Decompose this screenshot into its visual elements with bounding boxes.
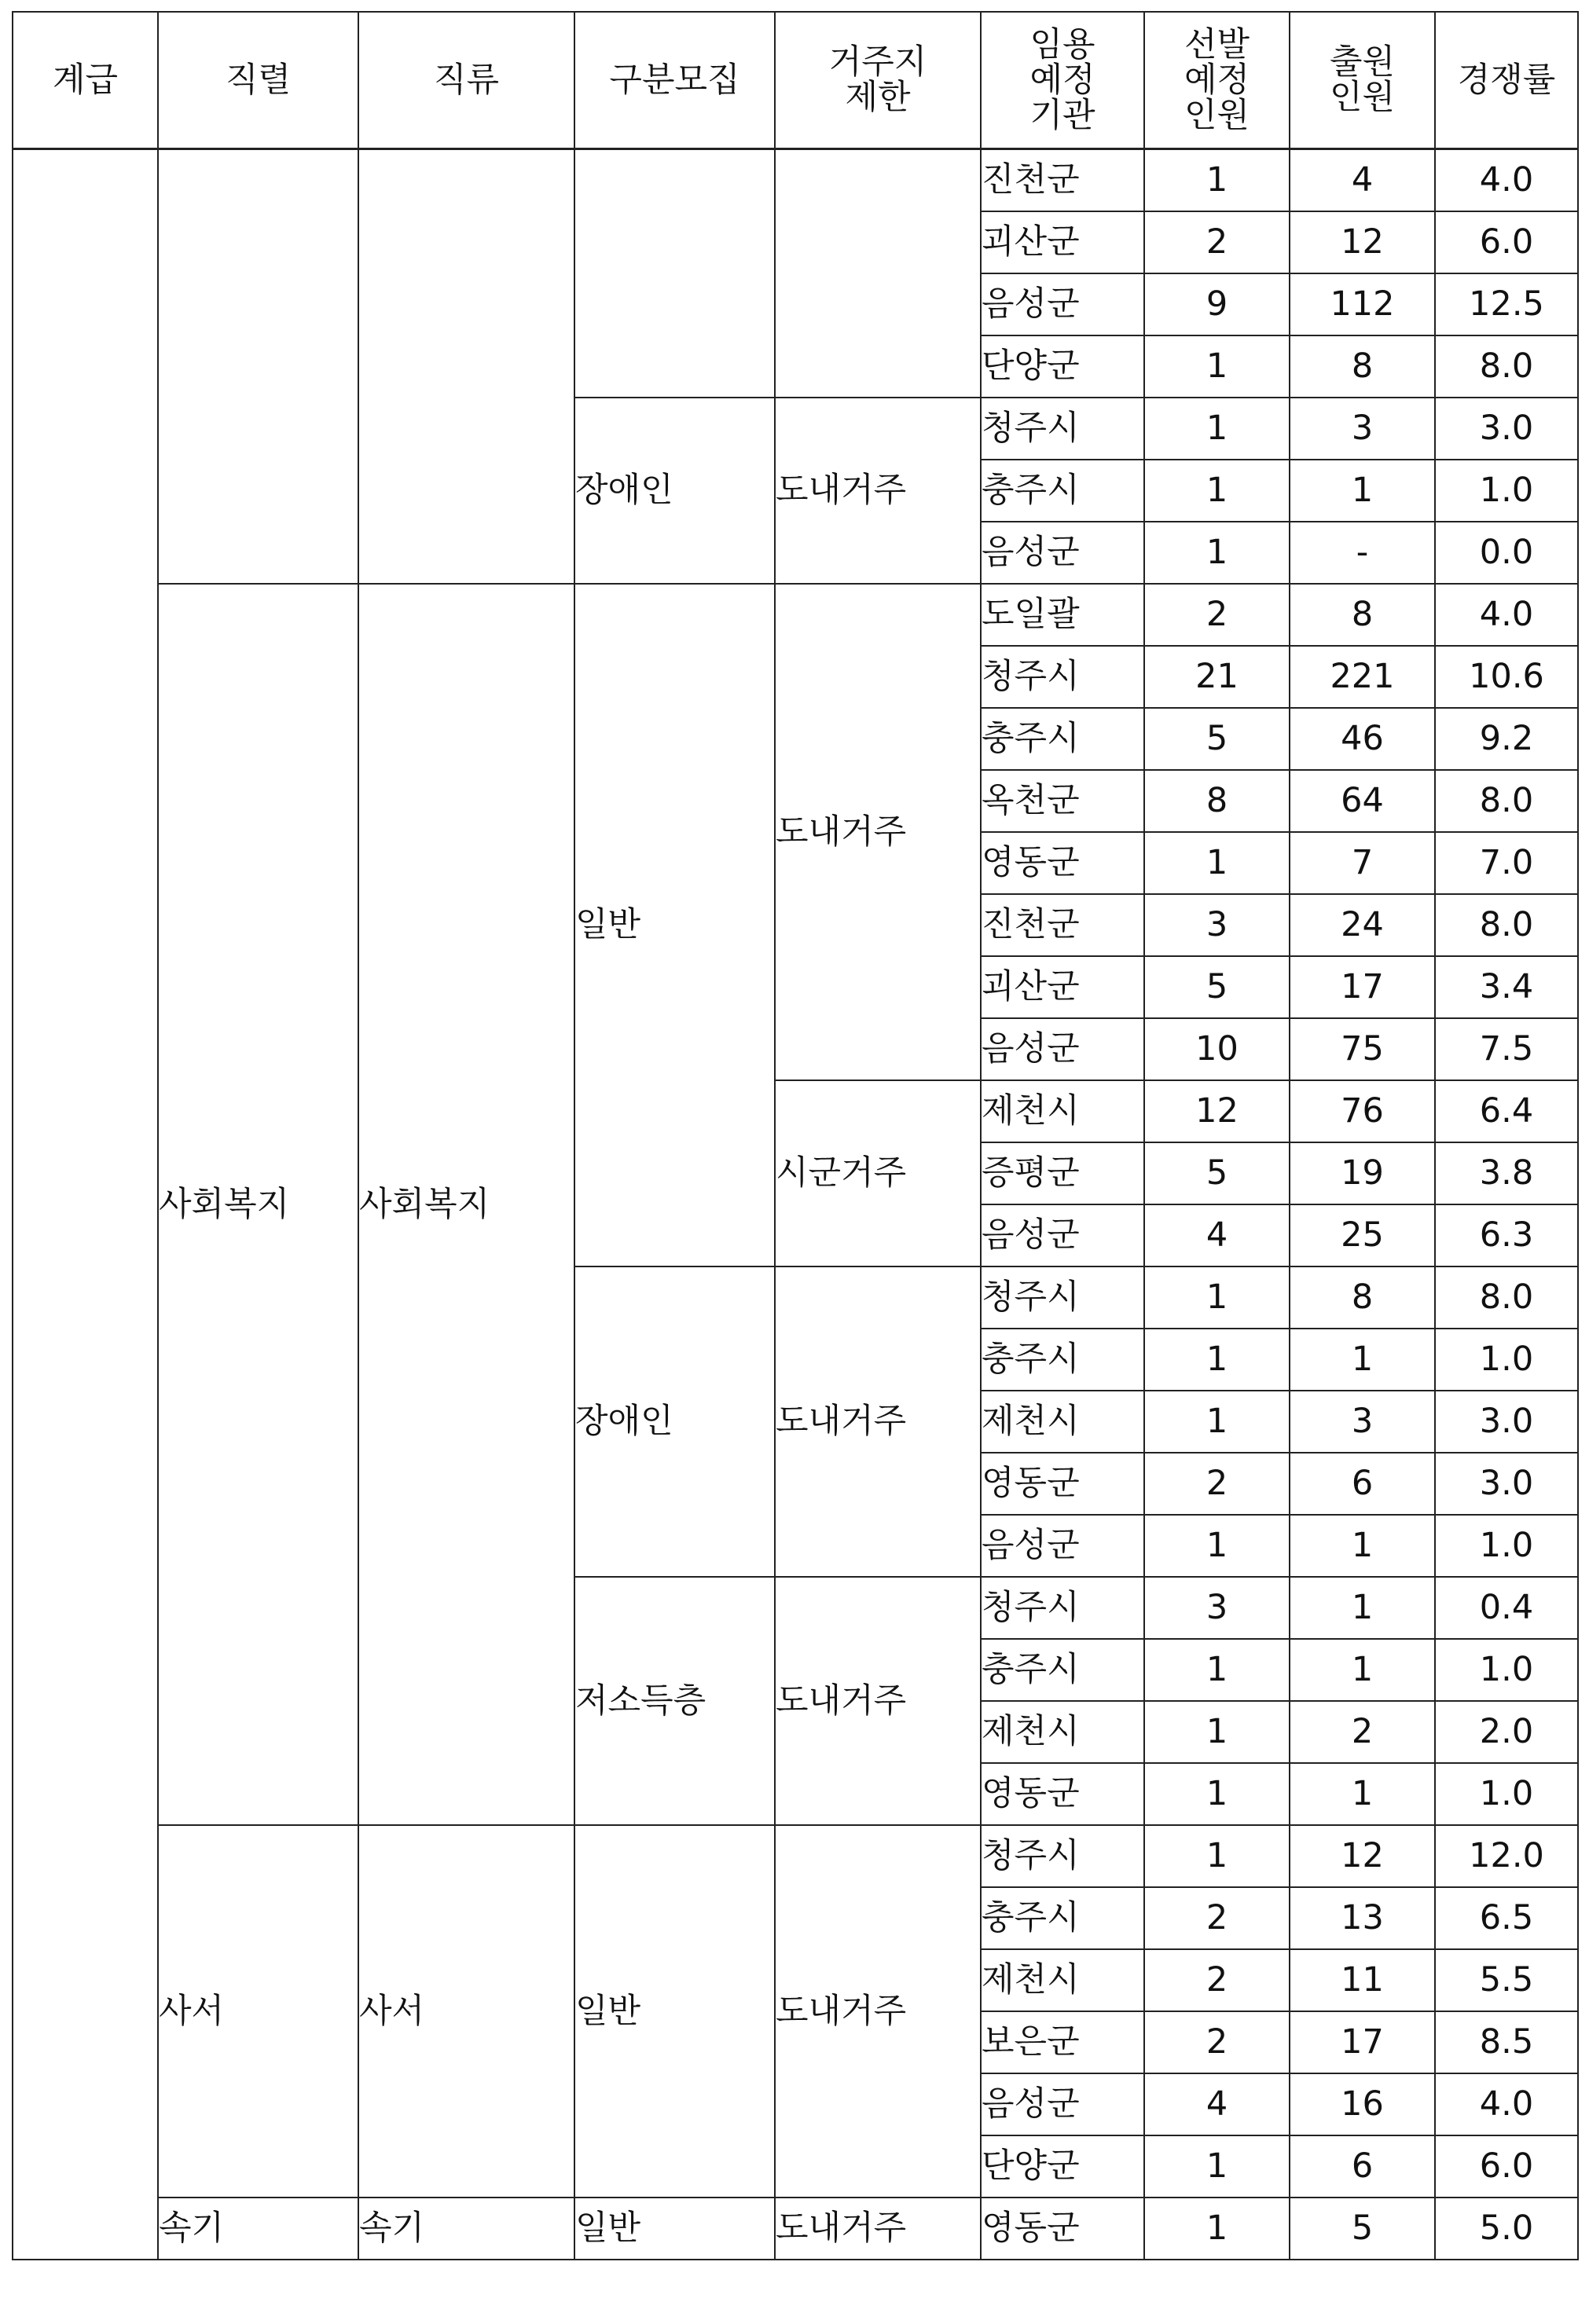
planned-count-cell: 5 xyxy=(1144,708,1290,770)
recruit-type-cell: 일반 xyxy=(574,2198,775,2260)
header-residence-line: 거주지 xyxy=(828,42,927,82)
applicant-count-cell: 76 xyxy=(1290,1080,1435,1142)
agency-cell: 음성군 xyxy=(981,522,1144,584)
competition-ratio-cell: 1.0 xyxy=(1435,460,1578,522)
agency-cell: 음성군 xyxy=(981,2073,1144,2135)
planned-count-cell: 1 xyxy=(1144,1763,1290,1825)
competition-ratio-cell: 9.2 xyxy=(1435,708,1578,770)
competition-ratio-cell: 10.6 xyxy=(1435,646,1578,708)
residence-cell: 도내거주 xyxy=(775,1825,981,2198)
applicant-count-cell: 6 xyxy=(1290,2135,1435,2198)
applicant-count-cell: 7 xyxy=(1290,832,1435,894)
table-body xyxy=(13,149,1578,2260)
class-cell: 사회복지 xyxy=(358,584,574,1825)
series-cell: 속기 xyxy=(158,2198,358,2260)
competition-ratio-cell: 6.0 xyxy=(1435,2135,1578,2198)
applicant-count-cell: 11 xyxy=(1290,1949,1435,2011)
applicant-count-cell: 1 xyxy=(1290,1515,1435,1577)
recruit-type-cell: 저소득층 xyxy=(574,1577,775,1825)
planned-count-cell: 3 xyxy=(1144,1577,1290,1639)
header-planned-line: 인원 xyxy=(1183,95,1250,135)
applicant-count-cell: 24 xyxy=(1290,894,1435,956)
header-ratio: 경쟁률 xyxy=(1435,12,1578,149)
header-residence-line: 제한 xyxy=(845,78,911,117)
residence-cell: 도내거주 xyxy=(775,398,981,584)
competition-ratio-cell: 7.5 xyxy=(1435,1018,1578,1080)
header-planned-line: 선발 xyxy=(1183,24,1250,64)
planned-count-cell: 1 xyxy=(1144,1266,1290,1329)
header-applicants-line: 인원 xyxy=(1329,78,1396,117)
competition-ratio-cell: 3.0 xyxy=(1435,398,1578,460)
planned-count-cell: 1 xyxy=(1144,1639,1290,1701)
residence-cell: 도내거주 xyxy=(775,584,981,1080)
planned-count-cell: 1 xyxy=(1144,2135,1290,2198)
planned-count-cell: 4 xyxy=(1144,2073,1290,2135)
series-cell: 사서 xyxy=(158,1825,358,2198)
agency-cell: 충주시 xyxy=(981,1887,1144,1949)
agency-cell: 옥천군 xyxy=(981,770,1144,832)
applicant-count-cell: 1 xyxy=(1290,1329,1435,1391)
agency-cell: 청주시 xyxy=(981,1825,1144,1887)
agency-cell: 충주시 xyxy=(981,1329,1144,1391)
header-residence xyxy=(775,12,981,149)
applicant-count-cell: 17 xyxy=(1290,956,1435,1018)
competition-ratio-cell: 4.0 xyxy=(1435,584,1578,646)
header-agency-line: 기관 xyxy=(1029,95,1095,135)
agency-cell: 괴산군 xyxy=(981,956,1144,1018)
competition-ratio-cell: 3.0 xyxy=(1435,1391,1578,1453)
applicant-count-cell: 1 xyxy=(1290,1639,1435,1701)
header-applicants-line: 출원 xyxy=(1329,42,1396,82)
planned-count-cell: 5 xyxy=(1144,956,1290,1018)
applicant-count-cell: 12 xyxy=(1290,1825,1435,1887)
class-cell: 속기 xyxy=(358,2198,574,2260)
agency-cell: 영동군 xyxy=(981,2198,1144,2260)
planned-count-cell: 2 xyxy=(1144,211,1290,273)
residence-cell: 도내거주 xyxy=(775,1266,981,1577)
competition-ratio-cell: 4.0 xyxy=(1435,149,1578,212)
applicant-count-cell: 3 xyxy=(1290,1391,1435,1453)
applicant-count-cell: 75 xyxy=(1290,1018,1435,1080)
applicant-count-cell: 1 xyxy=(1290,1577,1435,1639)
table-header xyxy=(13,12,1578,149)
planned-count-cell: 2 xyxy=(1144,1949,1290,2011)
planned-count-cell: 1 xyxy=(1144,832,1290,894)
planned-count-cell: 2 xyxy=(1144,1453,1290,1515)
planned-count-cell: 4 xyxy=(1144,1204,1290,1266)
agency-cell: 보은군 xyxy=(981,2011,1144,2073)
header-series: 직렬 xyxy=(158,12,358,149)
agency-cell: 증평군 xyxy=(981,1142,1144,1204)
header-planned-line: 예정 xyxy=(1183,60,1250,100)
series-cell: 사회복지 xyxy=(158,584,358,1825)
header-row xyxy=(13,12,1578,149)
applicant-count-cell: 1 xyxy=(1290,1763,1435,1825)
residence-cell xyxy=(775,149,981,398)
table-row xyxy=(13,584,1578,646)
planned-count-cell: 5 xyxy=(1144,1142,1290,1204)
table-row xyxy=(13,2198,1578,2260)
planned-count-cell: 2 xyxy=(1144,2011,1290,2073)
competition-ratio-cell: 6.4 xyxy=(1435,1080,1578,1142)
planned-count-cell: 1 xyxy=(1144,1329,1290,1391)
competition-ratio-cell: 1.0 xyxy=(1435,1639,1578,1701)
planned-count-cell: 1 xyxy=(1144,522,1290,584)
competition-ratio-cell: 8.0 xyxy=(1435,770,1578,832)
competition-ratio-cell: 7.0 xyxy=(1435,832,1578,894)
applicant-count-cell: 25 xyxy=(1290,1204,1435,1266)
agency-cell: 제천시 xyxy=(981,1701,1144,1763)
planned-count-cell: 1 xyxy=(1144,2198,1290,2260)
agency-cell: 청주시 xyxy=(981,1266,1144,1329)
recruit-type-cell: 일반 xyxy=(574,584,775,1266)
applicant-count-cell: 17 xyxy=(1290,2011,1435,2073)
competition-ratio-cell: 12.5 xyxy=(1435,273,1578,335)
planned-count-cell: 8 xyxy=(1144,770,1290,832)
planned-count-cell: 1 xyxy=(1144,1701,1290,1763)
grade-cell xyxy=(13,149,158,2260)
competition-ratio-cell: 1.0 xyxy=(1435,1515,1578,1577)
applicant-count-cell: 13 xyxy=(1290,1887,1435,1949)
applicant-count-cell: 112 xyxy=(1290,273,1435,335)
agency-cell: 청주시 xyxy=(981,1577,1144,1639)
agency-cell: 영동군 xyxy=(981,832,1144,894)
recruit-type-cell: 장애인 xyxy=(574,398,775,584)
competition-ratio-cell: 0.0 xyxy=(1435,522,1578,584)
applicant-count-cell: 16 xyxy=(1290,2073,1435,2135)
agency-cell: 음성군 xyxy=(981,273,1144,335)
agency-cell: 단양군 xyxy=(981,2135,1144,2198)
applicant-count-cell: 5 xyxy=(1290,2198,1435,2260)
applicant-count-cell: 46 xyxy=(1290,708,1435,770)
planned-count-cell: 1 xyxy=(1144,1391,1290,1453)
competition-ratio-cell: 8.0 xyxy=(1435,1266,1578,1329)
agency-cell: 영동군 xyxy=(981,1453,1144,1515)
competition-ratio-cell: 3.0 xyxy=(1435,1453,1578,1515)
applicant-count-cell: 64 xyxy=(1290,770,1435,832)
agency-cell: 청주시 xyxy=(981,398,1144,460)
agency-cell: 청주시 xyxy=(981,646,1144,708)
planned-count-cell: 21 xyxy=(1144,646,1290,708)
agency-cell: 진천군 xyxy=(981,149,1144,212)
agency-cell: 제천시 xyxy=(981,1949,1144,2011)
competition-ratio-cell: 5.5 xyxy=(1435,1949,1578,2011)
planned-count-cell: 3 xyxy=(1144,894,1290,956)
agency-cell: 음성군 xyxy=(981,1515,1144,1577)
header-grade: 계급 xyxy=(13,12,158,149)
competition-ratio-cell: 0.4 xyxy=(1435,1577,1578,1639)
header-class: 직류 xyxy=(358,12,574,149)
applicant-count-cell: 1 xyxy=(1290,460,1435,522)
applicant-count-cell: 2 xyxy=(1290,1701,1435,1763)
residence-cell: 도내거주 xyxy=(775,2198,981,2260)
agency-cell: 영동군 xyxy=(981,1763,1144,1825)
recruit-type-cell: 일반 xyxy=(574,1825,775,2198)
table-row xyxy=(13,149,1578,212)
competition-ratio-cell: 3.4 xyxy=(1435,956,1578,1018)
competition-ratio-cell: 3.8 xyxy=(1435,1142,1578,1204)
header-planned xyxy=(1144,12,1290,149)
applicant-count-cell: 8 xyxy=(1290,1266,1435,1329)
applicant-count-cell: 8 xyxy=(1290,584,1435,646)
recruit-type-cell xyxy=(574,149,775,398)
agency-cell: 충주시 xyxy=(981,460,1144,522)
planned-count-cell: 10 xyxy=(1144,1018,1290,1080)
competition-ratio-cell: 1.0 xyxy=(1435,1763,1578,1825)
header-agency-line: 예정 xyxy=(1029,60,1095,100)
planned-count-cell: 2 xyxy=(1144,584,1290,646)
competition-ratio-cell: 6.3 xyxy=(1435,1204,1578,1266)
competition-ratio-cell: 6.0 xyxy=(1435,211,1578,273)
planned-count-cell: 1 xyxy=(1144,398,1290,460)
agency-cell: 제천시 xyxy=(981,1391,1144,1453)
series-cell xyxy=(158,149,358,585)
header-agency xyxy=(981,12,1144,149)
planned-count-cell: 1 xyxy=(1144,149,1290,212)
agency-cell: 음성군 xyxy=(981,1204,1144,1266)
header-recruit-type: 구분모집 xyxy=(574,12,775,149)
class-cell xyxy=(358,149,574,585)
agency-cell: 단양군 xyxy=(981,335,1144,398)
applicant-count-cell: 8 xyxy=(1290,335,1435,398)
header-agency-line: 임용 xyxy=(1029,24,1095,64)
competition-ratio-cell: 12.0 xyxy=(1435,1825,1578,1887)
recruitment-results-sheet xyxy=(12,11,1577,2260)
planned-count-cell: 1 xyxy=(1144,335,1290,398)
header-applicants xyxy=(1290,12,1435,149)
planned-count-cell: 1 xyxy=(1144,1515,1290,1577)
competition-ratio-cell: 8.5 xyxy=(1435,2011,1578,2073)
competition-ratio-cell: 1.0 xyxy=(1435,1329,1578,1391)
applicant-count-cell: 6 xyxy=(1290,1453,1435,1515)
planned-count-cell: 1 xyxy=(1144,460,1290,522)
planned-count-cell: 1 xyxy=(1144,1825,1290,1887)
applicant-count-cell: 4 xyxy=(1290,149,1435,212)
table-row xyxy=(13,1825,1578,1887)
agency-cell: 충주시 xyxy=(981,708,1144,770)
competition-ratio-cell: 8.0 xyxy=(1435,894,1578,956)
recruit-type-cell: 장애인 xyxy=(574,1266,775,1577)
competition-ratio-cell: 4.0 xyxy=(1435,2073,1578,2135)
agency-cell: 괴산군 xyxy=(981,211,1144,273)
planned-count-cell: 9 xyxy=(1144,273,1290,335)
agency-cell: 제천시 xyxy=(981,1080,1144,1142)
planned-count-cell: 2 xyxy=(1144,1887,1290,1949)
applicant-count-cell: 221 xyxy=(1290,646,1435,708)
applicant-count-cell: 3 xyxy=(1290,398,1435,460)
planned-count-cell: 12 xyxy=(1144,1080,1290,1142)
agency-cell: 도일괄 xyxy=(981,584,1144,646)
residence-cell: 도내거주 xyxy=(775,1577,981,1825)
competition-ratio-table xyxy=(12,11,1579,2260)
applicant-count-cell: - xyxy=(1290,522,1435,584)
competition-ratio-cell: 6.5 xyxy=(1435,1887,1578,1949)
class-cell: 사서 xyxy=(358,1825,574,2198)
applicant-count-cell: 12 xyxy=(1290,211,1435,273)
competition-ratio-cell: 2.0 xyxy=(1435,1701,1578,1763)
competition-ratio-cell: 5.0 xyxy=(1435,2198,1578,2260)
agency-cell: 진천군 xyxy=(981,894,1144,956)
agency-cell: 음성군 xyxy=(981,1018,1144,1080)
agency-cell: 충주시 xyxy=(981,1639,1144,1701)
residence-cell: 시군거주 xyxy=(775,1080,981,1266)
applicant-count-cell: 19 xyxy=(1290,1142,1435,1204)
competition-ratio-cell: 8.0 xyxy=(1435,335,1578,398)
